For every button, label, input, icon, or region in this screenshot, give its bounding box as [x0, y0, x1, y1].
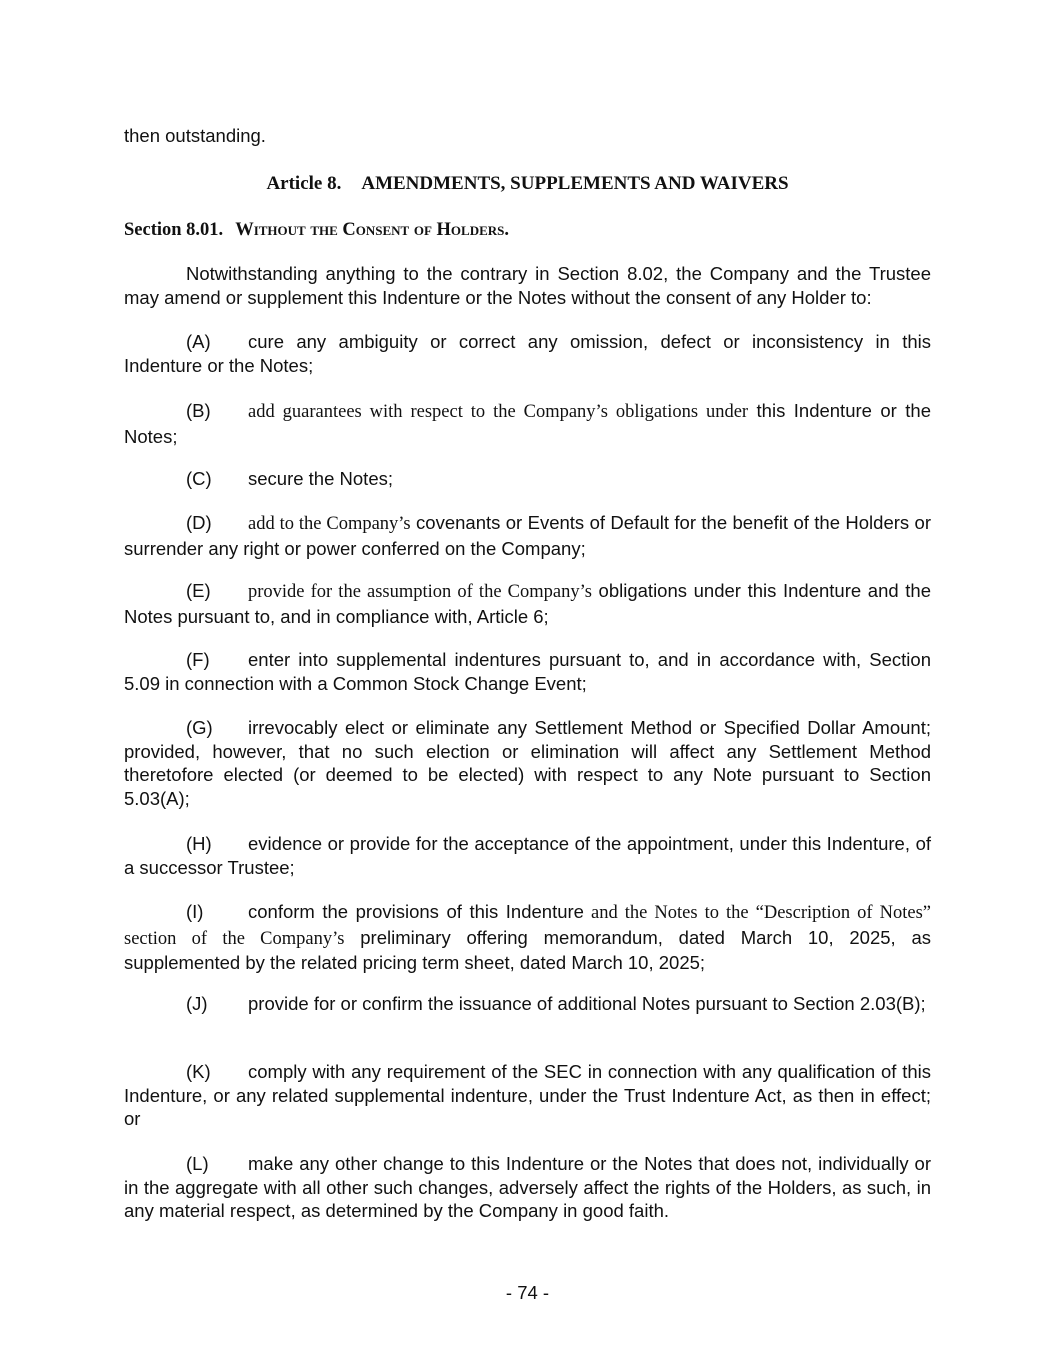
clause-label: (C): [186, 468, 212, 489]
clause-text: comply with any requirement of the SEC in connection with any qualification of this Indenture, or any related supplemental indenture, under the Trust Indenture Act, as then in effect; or: [124, 1061, 931, 1129]
article-title: AMENDMENTS, SUPPLEMENTS AND WAIVERS: [361, 173, 789, 194]
clause-text-serif: add to the Company’s: [248, 514, 411, 534]
section-heading: [124, 218, 931, 242]
clause-i: [124, 900, 931, 975]
clause-label: (B): [186, 400, 211, 421]
clause-k: [124, 1060, 931, 1131]
intro-paragraph: Notwithstanding anything to the contrary in Section 8.02, the Company and the Trustee may amend or supplement this Indenture or the Notes without the consent of any Holder to:: [124, 263, 931, 308]
clause-e: [124, 579, 931, 628]
clause-label: (A): [186, 331, 211, 352]
clause-label: (L): [186, 1153, 209, 1174]
clause-text: this Indenture or the Notes;: [124, 400, 931, 447]
clause-label: (H): [186, 833, 212, 854]
page-number: - 74 -: [505, 1282, 550, 1303]
clause-text: irrevocably elect or eliminate any Settlement Method or Specified Dollar Amount; provided, however, that no such election or elimination will affect any Settlement Method theretofore elected (or deemed to be elected) with respect to any Note pursuant to Section 5.03(A);: [124, 717, 931, 809]
clause-d: [124, 511, 931, 560]
clause-text: conform the provisions of this Indenture: [248, 901, 584, 922]
clause-text: obligations under this Indenture and the Notes pursuant to, and in compliance with, Article 6;: [124, 580, 931, 627]
clause-label: (J): [186, 993, 208, 1014]
clause-text: evidence or provide for the acceptance of the appointment, under this Indenture, of a successor Trustee;: [124, 833, 931, 878]
clause-f: [124, 648, 931, 695]
clause-text-serif: provide for the assumption of the Company’s: [248, 582, 592, 602]
clause-label: (F): [186, 649, 210, 670]
clause-a: [124, 330, 931, 377]
clause-text: make any other change to this Indenture or the Notes that does not, individually or in the aggregate with all other such changes, adversely affect the rights of the Holders, as such, in any material respect, as determined by the Company in good faith.: [124, 1153, 931, 1221]
article-heading: [124, 172, 931, 196]
clause-label: (G): [186, 717, 213, 738]
clause-label: (E): [186, 580, 211, 601]
clause-text: cure any ambiguity or correct any omission, defect or inconsistency in this Indenture or the Notes;: [124, 331, 931, 376]
continuation-text: then outstanding.: [124, 125, 266, 146]
clause-text-after: preliminary offering memorandum, dated March 10, 2025, as supplemented by the related pricing term sheet, dated March 10, 2025;: [124, 926, 931, 973]
clause-g: [124, 716, 931, 810]
clause-l: [124, 1152, 931, 1223]
clause-text: enter into supplemental indentures pursuant to, and in accordance with, Section 5.09 in connection with a Common Stock Change Event;: [124, 649, 931, 694]
clause-label: (K): [186, 1061, 211, 1082]
article-label: Article 8.: [266, 173, 342, 194]
clause-text: secure the Notes;: [248, 468, 393, 489]
clause-c: [124, 467, 931, 491]
clause-label: (D): [186, 512, 212, 533]
clause-text-serif: and the Notes to the “Description of Notes” section of the Company’s: [124, 903, 931, 949]
section-label: Section 8.01.: [124, 220, 224, 240]
clause-text: provide for or confirm the issuance of additional Notes pursuant to Section 2.03(B);: [248, 993, 926, 1014]
section-title: Without the Consent of Holders.: [235, 220, 510, 240]
clause-label: (I): [186, 901, 204, 922]
clause-text-serif: add guarantees with respect to the Company’s obligations under: [248, 402, 749, 422]
clause-j: [124, 992, 931, 1016]
clause-text: covenants or Events of Default for the benefit of the Holders or surrender any right or power conferred on the Company;: [124, 512, 931, 559]
clause-h: [124, 832, 931, 879]
clause-b: [124, 399, 931, 448]
